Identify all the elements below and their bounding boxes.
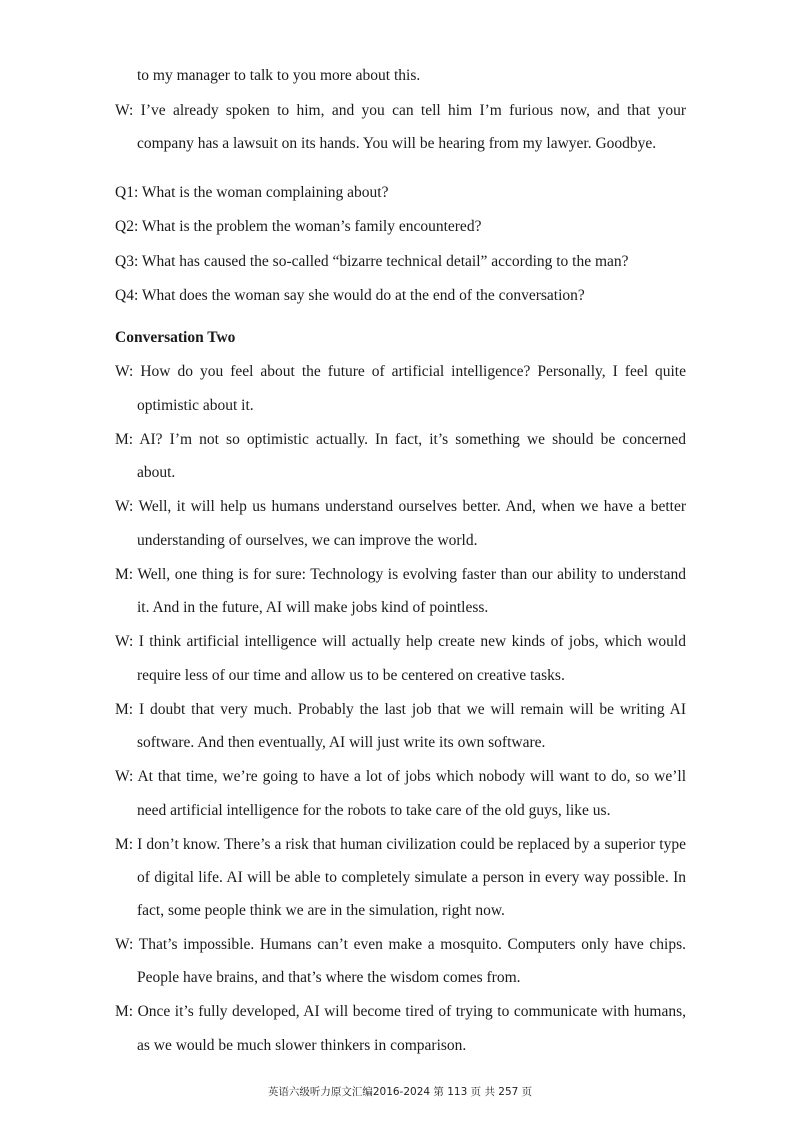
text-line: software. And then eventually, AI will just write its own software.	[137, 734, 546, 751]
dialogue-line-woman: W: I’ve already spoken to him, and you can tell him I’m furious now, and that your	[115, 102, 686, 119]
question-q2: Q2: What is the problem the woman’s family encountered?	[115, 218, 482, 235]
text-line: People have brains, and that’s where the wisdom comes from.	[137, 969, 521, 986]
text-line: fact, some people think we are in the simulation, right now.	[137, 902, 505, 919]
dialogue-line-man: M: Once it’s fully developed, AI will become tired of trying to communicate with humans,	[115, 1003, 686, 1020]
dialogue-line-man: M: AI? I’m not so optimistic actually. In fact, it’s something we should be concerned	[115, 431, 686, 448]
text-line: require less of our time and allow us to be centered on creative tasks.	[137, 667, 565, 684]
section-heading: Conversation Two	[115, 329, 236, 346]
dialogue-line-woman: W: Well, it will help us humans understand ourselves better. And, when we have a better	[115, 498, 686, 515]
dialogue-line-man: M: I don’t know. There’s a risk that human civilization could be replaced by a superior type	[115, 836, 686, 853]
question-q4: Q4: What does the woman say she would do at the end of the conversation?	[115, 287, 585, 304]
dialogue-line-woman: W: I think artificial intelligence will actually help create new kinds of jobs, which would	[115, 633, 686, 650]
page-footer: 英语六级听力原文汇编2016-2024 第 113 页 共 257 页	[267, 1086, 533, 1098]
text-line: need artificial intelligence for the robots to take care of the old guys, like us.	[137, 802, 611, 819]
question-q3: Q3: What has caused the so-called “bizarre technical detail” according to the man?	[115, 253, 629, 270]
dialogue-line-man: M: I doubt that very much. Probably the last job that we will remain will be writing AI	[115, 701, 686, 718]
dialogue-line-woman: W: How do you feel about the future of artificial intelligence? Personally, I feel quite	[115, 363, 686, 380]
text-line: about.	[137, 464, 176, 481]
question-q1: Q1: What is the woman complaining about?	[115, 184, 389, 201]
text-line: optimistic about it.	[137, 397, 254, 414]
text-line: company has a lawsuit on its hands. You will be hearing from my lawyer. Goodbye.	[137, 135, 657, 152]
dialogue-line-woman: W: That’s impossible. Humans can’t even make a mosquito. Computers only have chips.	[115, 936, 686, 953]
text-line: to my manager to talk to you more about this.	[137, 67, 421, 84]
text-line: understanding of ourselves, we can improve the world.	[137, 532, 478, 549]
text-line: it. And in the future, AI will make jobs kind of pointless.	[137, 599, 489, 616]
dialogue-line-woman: W: At that time, we’re going to have a lot of jobs which nobody will want to do, so we’ll	[115, 768, 686, 785]
text-line: as we would be much slower thinkers in comparison.	[137, 1037, 467, 1054]
text-line: of digital life. AI will be able to completely simulate a person in every way possible. In	[137, 869, 686, 886]
dialogue-line-man: M: Well, one thing is for sure: Technology is evolving faster than our ability to understand	[115, 566, 686, 583]
